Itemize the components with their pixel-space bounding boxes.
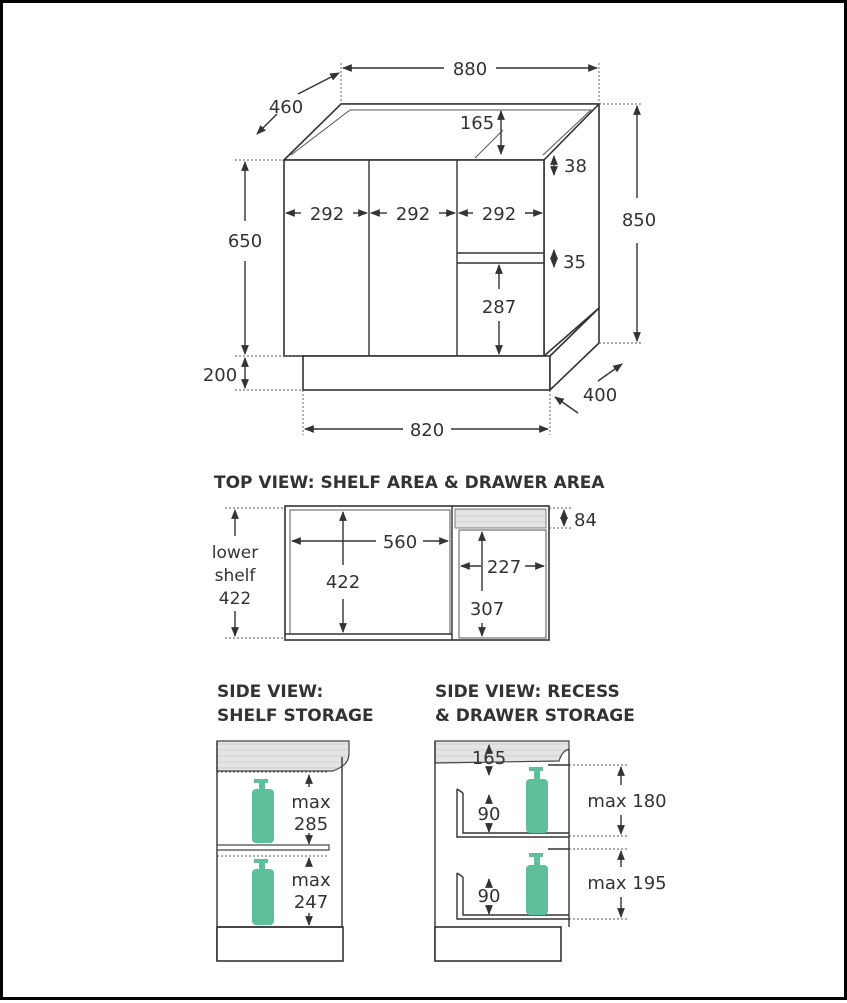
dim-850: 850 bbox=[621, 210, 657, 231]
vanity-diagram bbox=[3, 3, 847, 1003]
lower-max-value: 247 bbox=[293, 892, 329, 913]
dim-292-a: 292 bbox=[309, 204, 345, 225]
side-shelf-top bbox=[217, 741, 349, 771]
drawer-2 bbox=[457, 873, 569, 919]
dim-292-c: 292 bbox=[481, 204, 517, 225]
lower-shelf-value: 422 bbox=[218, 589, 252, 609]
dim-422: 422 bbox=[325, 572, 361, 593]
side-view-shelf bbox=[217, 682, 374, 961]
dim-400: 400 bbox=[582, 385, 618, 406]
dim-200: 200 bbox=[202, 365, 238, 386]
top-view-title: TOP VIEW: SHELF AREA & DRAWER AREA bbox=[214, 473, 605, 493]
dim-35: 35 bbox=[563, 252, 586, 273]
dim-307: 307 bbox=[469, 599, 505, 620]
top-view bbox=[212, 473, 606, 640]
cabinet-front bbox=[284, 160, 544, 356]
dim-drawer2-90: 90 bbox=[477, 886, 501, 907]
side-view-drawer bbox=[435, 682, 667, 961]
bottle-icon bbox=[252, 779, 274, 843]
upper-max-label: max bbox=[291, 792, 331, 813]
drawer-top-recess bbox=[455, 509, 546, 528]
side-shelf-title-1: SIDE VIEW: bbox=[217, 682, 324, 702]
dim-880: 880 bbox=[452, 59, 488, 80]
lower-shelf-label-2: shelf bbox=[214, 566, 256, 586]
side-shelf-shelf bbox=[217, 845, 329, 850]
side-shelf-kick bbox=[217, 927, 343, 961]
max-180: max 180 bbox=[587, 791, 667, 812]
side-shelf-title-2: SHELF STORAGE bbox=[217, 706, 374, 726]
dim-recess-165: 165 bbox=[471, 748, 507, 769]
lower-shelf-label-1: lower bbox=[211, 543, 259, 563]
side-drawer-kick bbox=[435, 927, 561, 961]
lower-max-label: max bbox=[291, 870, 331, 891]
max-195: max 195 bbox=[587, 873, 667, 894]
drawer-1 bbox=[457, 789, 569, 837]
dim-38: 38 bbox=[564, 156, 587, 177]
dim-460: 460 bbox=[268, 97, 304, 118]
dim-drawer1-90: 90 bbox=[477, 804, 501, 825]
dim-650: 650 bbox=[227, 231, 263, 252]
bottle-icon bbox=[252, 859, 274, 925]
dim-84: 84 bbox=[574, 510, 597, 531]
dim-227: 227 bbox=[486, 557, 522, 578]
dim-292-b: 292 bbox=[395, 204, 431, 225]
bottle-icon bbox=[526, 767, 548, 833]
dim-287: 287 bbox=[481, 297, 517, 318]
dim-560: 560 bbox=[382, 532, 418, 553]
dim-820: 820 bbox=[409, 420, 445, 441]
kick-base bbox=[303, 356, 550, 390]
front-view bbox=[203, 59, 656, 441]
bottle-icon bbox=[526, 853, 548, 915]
side-drawer-title-1: SIDE VIEW: RECESS bbox=[435, 682, 620, 702]
dim-165: 165 bbox=[459, 113, 495, 134]
side-drawer-title-2: & DRAWER STORAGE bbox=[435, 706, 635, 726]
cabinet-top-opening bbox=[284, 104, 599, 160]
upper-max-value: 285 bbox=[293, 814, 329, 835]
